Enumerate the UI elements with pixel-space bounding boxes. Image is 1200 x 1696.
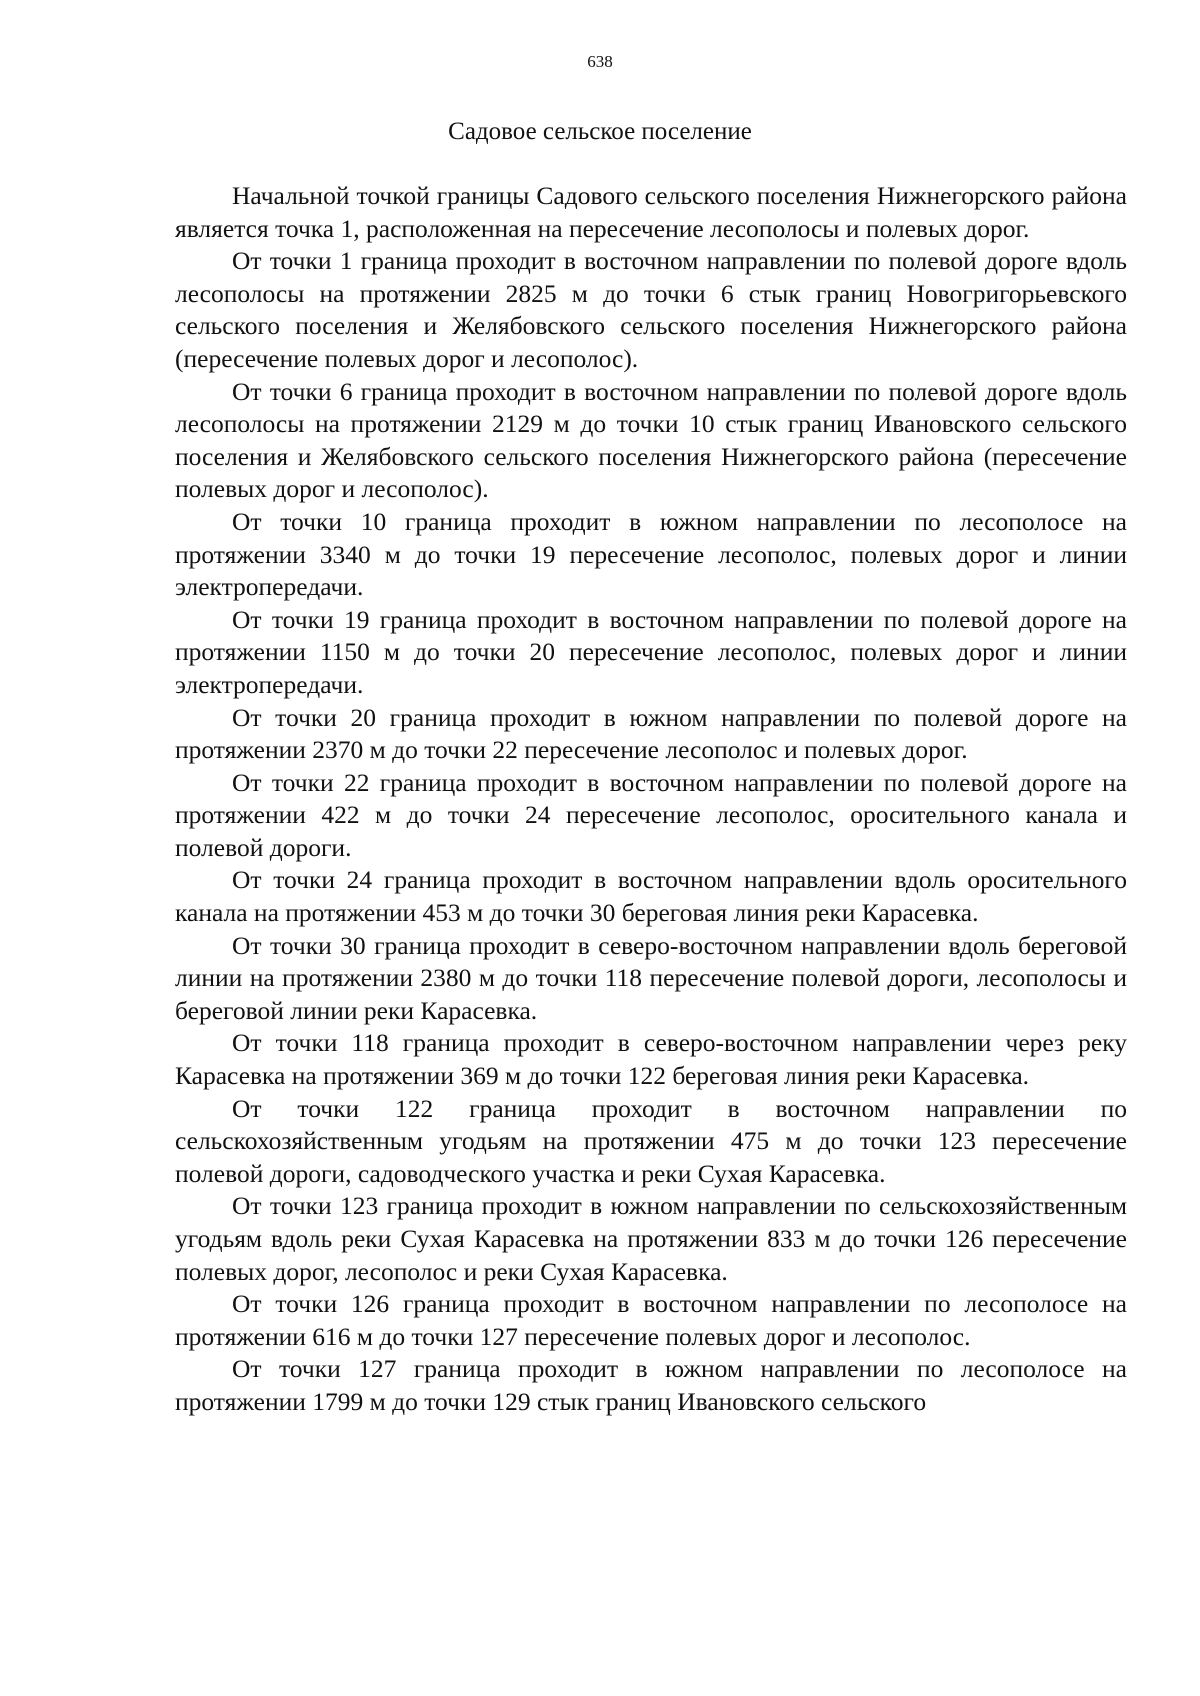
document-body (175, 180, 1127, 1419)
paragraph: От точки 6 граница проходит в восточном направлении по полевой дороге вдоль лесополосы на протяжении 2129 м до точки 10 стык границ Ивановского сельского поселения и Желябовского сельского поселения Нижнегорского района (пересечение полевых дорог и лесополос). (175, 376, 1127, 504)
paragraph: От точки 126 граница проходит в восточном направлении по лесополосе на протяжении 616 м до точки 127 пересечение полевых дорог и лесополос. (175, 1289, 1127, 1351)
paragraph: От точки 118 граница проходит в северо-восточном направлении через реку Карасевка на протяжении 369 м до точки 122 береговая линия реки Карасевка. (175, 1028, 1127, 1091)
paragraph: От точки 30 граница проходит в северо-восточном направлении вдоль береговой линии на протяжении 2380 м до точки 118 пересечение полевой дороги, лесополосы и береговой линии реки Карасевка. (175, 930, 1127, 1025)
paragraph: От точки 1 граница проходит в восточном направлении по полевой дороге вдоль лесополосы на протяжении 2825 м до точки 6 стык границ Новогригорьевского сельского поселения и Желябовского сельского поселения Нижнегорского района (пересечение полевых дорог и лесополос). (175, 246, 1127, 373)
page-number: 638 (587, 52, 613, 71)
paragraph: От точки 10 граница проходит в южном направлении по лесополосе на протяжении 3340 м до точки 19 пересечение лесополос, полевых дорог и линии электропередачи. (175, 506, 1127, 602)
paragraph: От точки 19 граница проходит в восточном направлении по полевой дороге на протяжении 1150 м до точки 20 пересечение лесополос, полевых дорог и линии электропередачи. (175, 604, 1127, 699)
page-title: Садовое сельское поселение (448, 118, 752, 145)
paragraph: От точки 24 граница проходит в восточном направлении вдоль оросительного канала на протяжении 453 м до точки 30 береговая линия реки Карасевка. (175, 865, 1127, 928)
paragraph: От точки 127 граница проходит в южном направлении по лесополосе на протяжении 1799 м до точки 129 стык границ Ивановского сельского (175, 1354, 1127, 1416)
paragraph: От точки 20 граница проходит в южном направлении по полевой дороге на протяжении 2370 м до точки 22 пересечение лесополос и полевых дорог. (175, 702, 1127, 765)
paragraph: От точки 122 граница проходит в восточном направлении по сельскохозяйственным угодьям на протяжении 475 м до точки 123 пересечение полевой дороги, садоводческого участка и реки Сухая Карасевка. (175, 1093, 1127, 1188)
paragraph: От точки 123 граница проходит в южном направлении по сельскохозяйственным угодьям вдоль реки Сухая Карасевка на протяжении 833 м до точки 126 пересечение полевых дорог, лесополос и реки Сухая Карасевка. (175, 1191, 1127, 1286)
paragraph: От точки 22 граница проходит в восточном направлении по полевой дороге на протяжении 422 м до точки 24 пересечение лесополос, оросительного канала и полевой дороги. (175, 767, 1127, 862)
paragraph: Начальной точкой границы Садового сельского поселения Нижнегорского района является точка 1, расположенная на пересечение лесополосы и полевых дорог. (175, 181, 1127, 243)
